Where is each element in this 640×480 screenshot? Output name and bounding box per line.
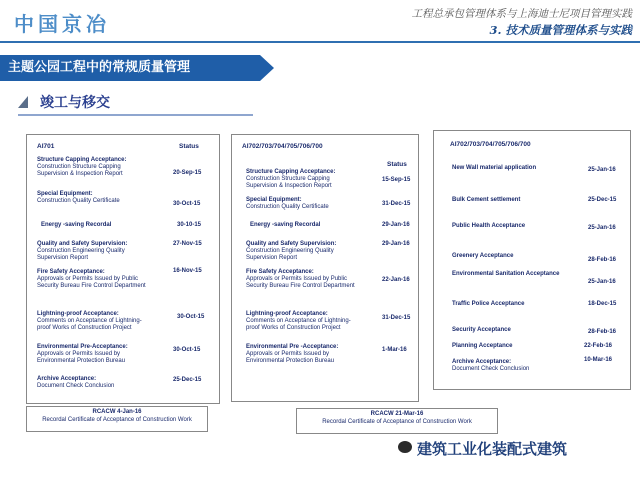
list-item: Environmental Pre-Acceptance: Approvals or Permits Issued by Environmental Protection Bureau	[37, 344, 128, 365]
column-2-id: AI702/703/704/705/706/700	[242, 143, 323, 150]
list-item: Traffic Police Acceptance	[452, 301, 525, 307]
list-item: Public Health Acceptance	[452, 223, 526, 229]
list-item: Archive Acceptance: Document Check Conclusion	[452, 359, 530, 373]
column-2-footer: RCACW 21-Mar-16 Recordal Certificate of Acceptance of Construction Work	[296, 408, 498, 434]
header-divider	[0, 41, 640, 43]
item-date: 30-10-15	[177, 222, 202, 228]
item-date: 16-Nov-15	[173, 268, 202, 274]
item-date: 25-Jan-16	[588, 279, 616, 285]
column-1-box	[26, 134, 220, 404]
watermark-text: 建筑工业化装配式建筑	[417, 440, 568, 458]
item-date: 15-Sep-15	[382, 177, 411, 183]
column-1-id: AI701	[37, 143, 55, 150]
item-date: 29-Jan-16	[382, 241, 410, 247]
list-item: New Wall material application	[452, 165, 537, 171]
item-date: 31-Dec-15	[382, 315, 411, 321]
list-item: Greenery Acceptance	[452, 253, 514, 259]
list-item: Environmental Sanitation Acceptance	[452, 271, 560, 277]
item-date: 27-Nov-15	[173, 241, 202, 247]
column-1-status-label: Status	[179, 143, 199, 150]
item-date: 1-Mar-16	[382, 347, 407, 353]
list-item: Structure Capping Acceptance: Construction Structure Capping Supervision & Inspection Report	[246, 169, 336, 190]
list-item: Security Acceptance	[452, 327, 511, 333]
list-item: Environmental Pre -Acceptance: Approvals or Permits Issued by Environmental Protection Bureau	[246, 344, 339, 365]
item-date: 22-Feb-16	[584, 343, 613, 349]
banner-arrow-icon	[260, 55, 274, 81]
list-item: Fire Safety Acceptance: Approvals or Permits Issued by Public Security Bureau Fire Control Department	[37, 269, 146, 290]
list-item: Energy -saving Recordal	[41, 222, 112, 228]
item-date: 31-Dec-15	[382, 201, 411, 207]
list-item: Special Equipment: Construction Quality Certificate	[37, 191, 120, 205]
section-underline	[18, 114, 253, 116]
item-date: 25-Jan-16	[588, 225, 616, 231]
header-subtitle: 工程总承包管理体系与上海迪士尼项目管理实践	[411, 8, 632, 20]
header-chapter-title: 3. 技术质量管理体系与实践	[489, 23, 632, 37]
list-item: Lightning-proof Acceptance: Comments on Acceptance of Lightning-proof Works of Construction Project	[246, 311, 351, 332]
item-date: 10-Mar-16	[584, 357, 613, 363]
column-1-footer: RCACW 4-Jan-16 Recordal Certificate of Acceptance of Construction Work	[26, 406, 208, 432]
list-item: Quality and Safety Supervision: Construction Engineering Quality Supervision Report	[37, 241, 128, 262]
item-date: 30-Oct-15	[173, 347, 201, 353]
list-item: Energy -saving Recordal	[250, 222, 321, 228]
list-item: Lightning-proof Acceptance: Comments on Acceptance of Lightning-proof Works of Construction Project	[37, 311, 142, 332]
item-date: 29-Jan-16	[382, 222, 410, 228]
item-date: 25-Jan-16	[588, 167, 616, 173]
list-item: Planning Acceptance	[452, 343, 513, 349]
list-item: Structure Capping Acceptance: Construction Structure Capping Supervision & Inspection Report	[37, 157, 127, 178]
column-2-box	[231, 134, 419, 402]
item-date: 28-Feb-16	[588, 257, 617, 263]
item-date: 25-Dec-15	[173, 377, 202, 383]
section-title: 竣工与移交	[40, 95, 110, 111]
wechat-icon	[398, 441, 412, 453]
column-3-box	[433, 130, 631, 390]
list-item: Quality and Safety Supervision: Construction Engineering Quality Supervision Report	[246, 241, 337, 262]
item-date: 22-Jan-16	[382, 277, 410, 283]
column-2-status-label: Status	[387, 161, 407, 168]
column-3-id: AI702/703/704/705/706/700	[450, 141, 531, 148]
item-date: 28-Feb-16	[588, 329, 617, 335]
triangle-bullet-icon	[18, 96, 28, 108]
list-item: Bulk Cement settlement	[452, 197, 521, 203]
item-date: 30-Oct-15	[173, 201, 201, 207]
list-item: Special Equipment: Construction Quality Certificate	[246, 197, 329, 211]
slide-title-banner: 主题公园工程中的常规质量管理	[0, 55, 260, 81]
item-date: 18-Dec-15	[588, 301, 617, 307]
item-date: 30-Oct-15	[177, 314, 205, 320]
company-logo: 中国京冶	[14, 12, 110, 36]
list-item: Archive Acceptance: Document Check Conclusion	[37, 376, 115, 390]
item-date: 25-Dec-15	[588, 197, 617, 203]
item-date: 20-Sep-15	[173, 170, 202, 176]
list-item: Fire Safety Acceptance: Approvals or Permits Issued by Public Security Bureau Fire Control Department	[246, 269, 355, 290]
